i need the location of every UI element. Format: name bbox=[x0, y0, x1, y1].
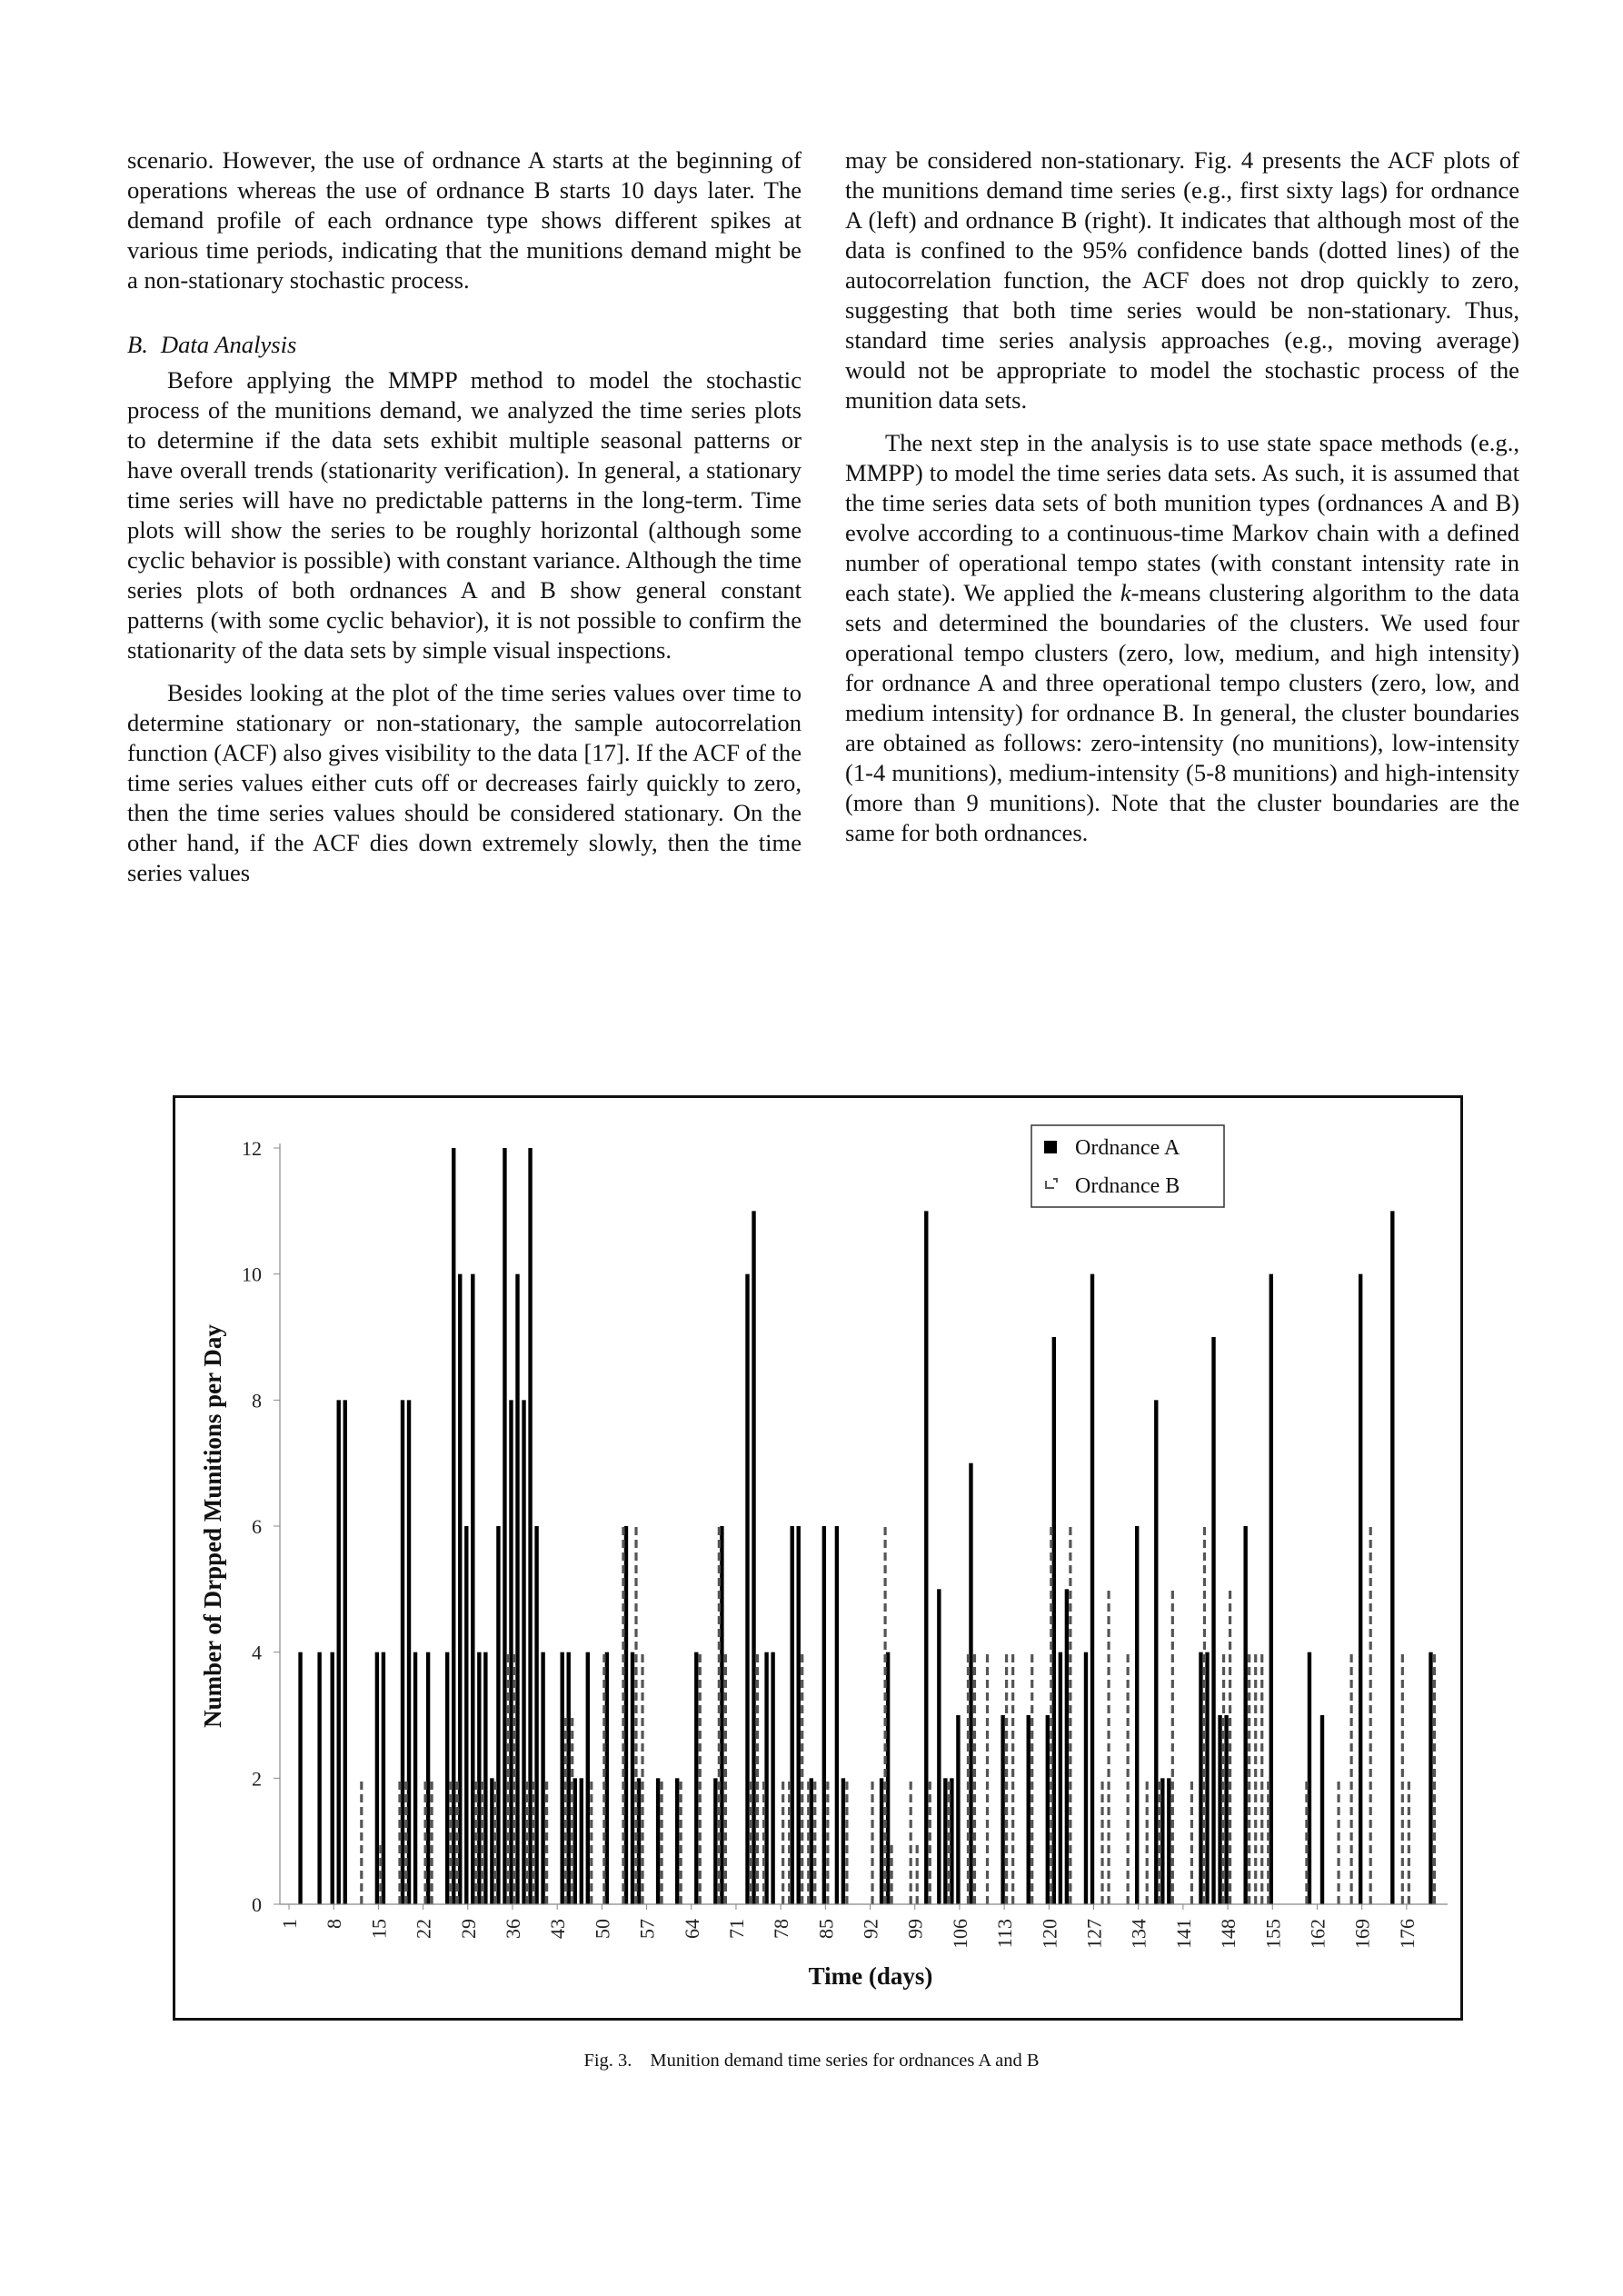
paragraph: may be considered non-stationary. Fig. 4 presents the ACF plots of the munitions demand time series (e.g., first sixty lags) for ordnance A (left) and ordnance B (right). It indicates that although most of the data is confined to the 95% confidence bands (dotted lines) of the autocorrelation function, the ACF does not drop quickly to zero, suggesting that both time series would be non-stationary. Thus, standard time series analysis approaches (e.g., moving average) would not be appropriate to model the stochastic process of the munition data sets. bbox=[845, 146, 1519, 414]
bar-ordnance-a bbox=[1211, 1337, 1215, 1904]
bar-ordnance-a bbox=[1065, 1589, 1069, 1904]
bar-ordnance-a bbox=[1167, 1778, 1170, 1904]
bar-ordnance-a bbox=[1390, 1211, 1394, 1904]
bar-ordnance-a bbox=[580, 1778, 583, 1904]
x-tick-label: 113 bbox=[993, 1919, 1017, 1949]
paragraph: Besides looking at the plot of the time series values over time to determine stationary or non-stationary, the sample autocorrelation function (ACF) also gives visibility to the data [17]. If the ACF of the time series values either cuts off or decreases fairly quickly to zero, then the time series values should be considered stationary. On the other hand, if the ACF dies down extremely slowly, then the time series values bbox=[127, 679, 802, 886]
y-tick-label: 8 bbox=[252, 1389, 262, 1413]
y-tick-label: 4 bbox=[252, 1641, 262, 1664]
bar-ordnance-a bbox=[452, 1148, 455, 1904]
paragraph: scenario. However, the use of ordnance A starts at the beginning of operations whereas the use of ordnance B starts 10 days later. The demand profile of each ordnance type shows different spikes at various time periods, indicating that the munitions demand might be a non-stationary stochastic process. bbox=[127, 146, 802, 294]
y-tick-label: 10 bbox=[242, 1263, 262, 1286]
bar-ordnance-a bbox=[298, 1652, 302, 1904]
bar-ordnance-a bbox=[1205, 1652, 1209, 1904]
y-tick-label: 12 bbox=[242, 1137, 262, 1160]
x-tick-label: 106 bbox=[948, 1919, 971, 1949]
bar-ordnance-a bbox=[522, 1400, 525, 1904]
bar-ordnance-a bbox=[1199, 1652, 1202, 1904]
x-tick-label: 1 bbox=[278, 1919, 301, 1929]
x-tick-label: 169 bbox=[1350, 1919, 1374, 1949]
bar-ordnance-a bbox=[675, 1778, 679, 1904]
bar-ordnance-a bbox=[797, 1526, 801, 1904]
bar-ordnance-a bbox=[764, 1652, 768, 1904]
x-tick-label: 176 bbox=[1395, 1919, 1419, 1949]
bar-ordnance-a bbox=[631, 1652, 634, 1904]
bar-ordnance-a bbox=[771, 1652, 774, 1904]
x-tick-label: 57 bbox=[635, 1919, 659, 1939]
paragraph-text: -means clustering algorithm to the data sets and determined the boundaries of the clusters. We used four operational tempo clusters (zero, low, medium, and high intensity) for ordnance A and three operational tempo clusters (zero, low, and medium intensity) for ordnance B. In general, the cluster boundaries are obtained as follows: zero-intensity (no munitions), low-intensity (1-4 munitions), medium-intensity (5-8 munitions) and high-intensity (more than 9 munitions). Note that the cluster boundaries are the same for both ordnances. bbox=[845, 579, 1519, 846]
paragraph-text: The next step in the analysis is to use state space methods (e.g., MMPP) to model the time series data sets. As such, it is assumed that the time series data sets of both munition types (ordnances A and B) evolve according to a continuous-time Markov chain with a defined number of operational tempo states (with constant intensity rate in each state). We applied the bbox=[845, 429, 1519, 606]
bar-ordnance-a bbox=[956, 1715, 960, 1904]
bar-ordnance-a bbox=[1359, 1274, 1362, 1904]
bar-ordnance-a bbox=[835, 1526, 839, 1904]
bar-ordnance-a bbox=[713, 1778, 717, 1904]
y-tick-label: 0 bbox=[252, 1893, 262, 1916]
bar-ordnance-a bbox=[937, 1589, 941, 1904]
paragraph: Before applying the MMPP method to model the stochastic process of the munitions demand, we analyzed the time series plots to determine if the data sets exhibit multiple seasonal patterns or have overall trends (stationarity verification). In general, a stationary time series will have no predictable patterns in the long-term. Time plots will show the series to be roughly horizontal (although some cyclic behavior is possible) with constant variance. Although the time series plots of both ordnances A and B show general constant patterns (with some cyclic behavior), it is not possible to confirm the stationarity of the data sets by simple visual inspections. bbox=[127, 366, 802, 664]
bar-ordnance-a bbox=[1320, 1715, 1324, 1904]
bar-ordnance-a bbox=[464, 1526, 468, 1904]
bar-ordnance-a bbox=[1308, 1652, 1311, 1904]
figure-3 bbox=[173, 1095, 1463, 2021]
bar-ordnance-a bbox=[337, 1400, 341, 1904]
x-tick-label: 36 bbox=[501, 1919, 524, 1939]
bar-ordnance-a bbox=[541, 1652, 544, 1904]
figure-caption bbox=[0, 2051, 1623, 2071]
bar-ordnance-a bbox=[1135, 1526, 1139, 1904]
bar-ordnance-a bbox=[477, 1652, 481, 1904]
bar-ordnance-a bbox=[886, 1652, 890, 1904]
bar-ordnance-a bbox=[509, 1400, 513, 1904]
bar-ordnance-a bbox=[656, 1778, 660, 1904]
bar-ordnance-a bbox=[924, 1211, 928, 1904]
legend-label-ordnance-a: Ordnance A bbox=[1075, 1136, 1180, 1160]
bar-ordnance-a bbox=[471, 1274, 474, 1904]
bar-ordnance-a bbox=[605, 1652, 609, 1904]
bar-ordnance-a bbox=[694, 1652, 698, 1904]
bar-ordnance-a bbox=[445, 1652, 449, 1904]
bar-ordnance-a bbox=[943, 1778, 947, 1904]
bar-ordnance-a bbox=[1243, 1526, 1247, 1904]
x-tick-label: 78 bbox=[770, 1919, 793, 1939]
bar-ordnance-a bbox=[317, 1652, 321, 1904]
x-tick-label: 141 bbox=[1171, 1919, 1195, 1949]
bar-ordnance-a bbox=[586, 1652, 590, 1904]
bar-ordnance-a bbox=[528, 1148, 532, 1904]
bar-ordnance-a bbox=[880, 1778, 883, 1904]
bar-ordnance-a bbox=[483, 1652, 487, 1904]
x-tick-label: 120 bbox=[1038, 1919, 1061, 1949]
bar-ordnance-a bbox=[560, 1652, 563, 1904]
x-tick-label: 155 bbox=[1261, 1919, 1285, 1949]
bar-ordnance-a bbox=[1429, 1652, 1432, 1904]
bar-ordnance-a bbox=[382, 1652, 385, 1904]
x-tick-label: 127 bbox=[1082, 1919, 1106, 1949]
bar-ordnance-a bbox=[503, 1148, 506, 1904]
bar-ordnance-a bbox=[1027, 1715, 1031, 1904]
bar-ordnance-a bbox=[344, 1400, 347, 1904]
x-tick-label: 64 bbox=[680, 1919, 703, 1939]
bar-ordnance-a bbox=[1001, 1715, 1004, 1904]
caption-label: Fig. 3. bbox=[583, 2051, 632, 2071]
bar-ordnance-a bbox=[567, 1652, 571, 1904]
bar-ordnance-a bbox=[822, 1526, 826, 1904]
x-tick-label: 85 bbox=[814, 1919, 838, 1939]
bar-ordnance-a bbox=[745, 1274, 749, 1904]
bar-ordnance-a bbox=[407, 1400, 411, 1904]
bar-ordnance-a bbox=[1218, 1715, 1221, 1904]
x-tick-label: 134 bbox=[1127, 1919, 1150, 1949]
bar-ordnance-a bbox=[375, 1652, 379, 1904]
bar-ordnance-a bbox=[413, 1652, 417, 1904]
legend-label-ordnance-b: Ordnance B bbox=[1075, 1174, 1180, 1198]
y-tick-label: 2 bbox=[252, 1767, 262, 1791]
x-axis-label: Time (days) bbox=[808, 1962, 933, 1990]
x-tick-label: 71 bbox=[724, 1919, 748, 1939]
paragraph bbox=[845, 428, 1519, 848]
right-column bbox=[845, 145, 1519, 848]
x-tick-label: 99 bbox=[903, 1919, 927, 1939]
x-tick-label: 15 bbox=[367, 1919, 391, 1939]
section-title: Data Analysis bbox=[160, 331, 297, 358]
munition-demand-chart bbox=[175, 1098, 1460, 2018]
caption-text: Munition demand time series for ordnances A and B bbox=[650, 2051, 1040, 2071]
x-tick-label: 8 bbox=[323, 1919, 346, 1929]
bar-ordnance-a bbox=[1154, 1400, 1158, 1904]
x-tick-label: 29 bbox=[456, 1919, 480, 1939]
x-tick-label: 92 bbox=[859, 1919, 882, 1939]
bar-ordnance-a bbox=[401, 1400, 404, 1904]
bar-ordnance-a bbox=[1084, 1652, 1088, 1904]
x-tick-label: 43 bbox=[546, 1919, 570, 1939]
legend-swatch-ordnance-a bbox=[1044, 1141, 1057, 1153]
y-axis-label: Number of Drpped Munitions per Day bbox=[199, 1324, 226, 1728]
bar-ordnance-a bbox=[1046, 1715, 1050, 1904]
bar-ordnance-a bbox=[841, 1778, 845, 1904]
bar-ordnance-a bbox=[1090, 1274, 1094, 1904]
bar-ordnance-a bbox=[490, 1778, 493, 1904]
x-tick-label: 50 bbox=[591, 1919, 614, 1939]
x-tick-label: 148 bbox=[1217, 1919, 1240, 1949]
left-column bbox=[127, 145, 802, 888]
x-tick-label: 162 bbox=[1306, 1919, 1329, 1949]
x-tick-label: 22 bbox=[412, 1919, 435, 1939]
italic-variable: k bbox=[1120, 579, 1131, 606]
section-number: B. bbox=[127, 331, 148, 358]
bar-ordnance-a bbox=[1059, 1652, 1062, 1904]
bar-ordnance-a bbox=[426, 1652, 430, 1904]
y-tick-label: 6 bbox=[252, 1515, 262, 1538]
section-heading bbox=[127, 330, 802, 360]
bar-ordnance-a bbox=[330, 1652, 334, 1904]
